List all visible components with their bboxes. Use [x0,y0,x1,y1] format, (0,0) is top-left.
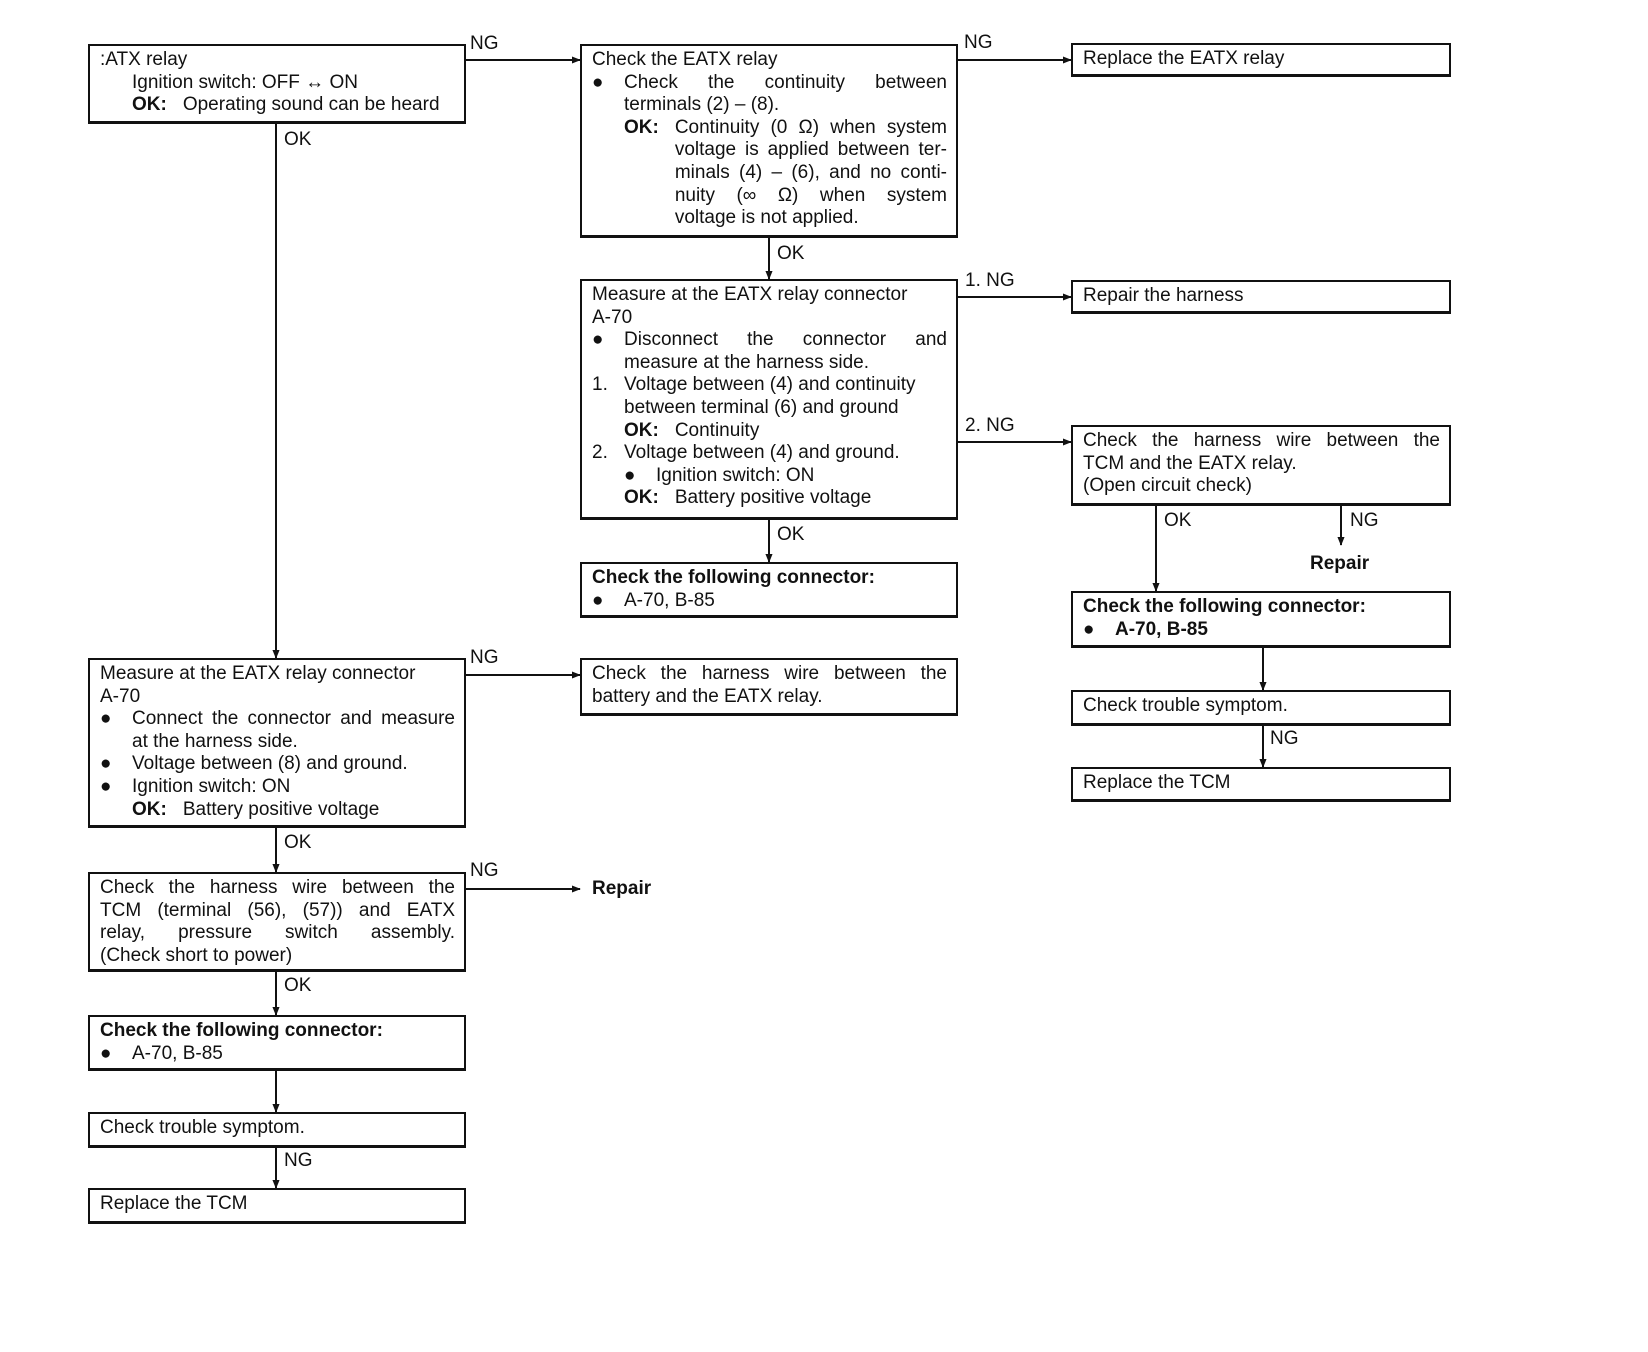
box-ok-line [624,420,947,443]
label-b2-ok: OK [777,243,805,264]
box-line: relay, pressure switch assembly. [100,922,455,944]
box-line: A-70, B-85 [1115,618,1208,640]
label-b4-ng1: 1. NG [965,270,1015,291]
box-bullet-row [100,753,455,776]
box-line: A-70, B-85 [624,589,715,611]
ok-text: Battery positive voltage [182,798,380,820]
box-check-connector-right [1071,591,1451,648]
box-measure-connector-connected [88,658,466,828]
box-line: (Check short to power) [100,944,293,966]
box-ok-line [100,799,455,822]
box-check-harness-tcm-eatx [1071,425,1451,506]
box-ok-line [100,94,455,117]
label-b13-ng: NG [470,860,499,881]
label-b6-repair: Repair [1310,553,1370,574]
bullet-icon: ● [100,1042,112,1064]
box-repair-harness [1071,280,1451,314]
box-title: Check trouble symptom. [1083,695,1288,716]
box-eatx-relay-sound [88,44,466,124]
box-line: measure at the harness side. [624,351,870,373]
box-title: Measure at the EATX relay connector [100,663,416,684]
label-b13-repair: Repair [592,878,652,899]
box-title: Measure at the EATX relay connector [592,284,908,305]
box-check-connector-left [88,1015,466,1071]
box-replace-tcm-left [88,1188,466,1224]
box-check-trouble-symptom-left [88,1112,466,1148]
bullet-icon: ● [592,329,604,351]
box-line: voltage is applied between ter- [674,139,947,161]
box-check-trouble-symptom-right [1071,690,1451,726]
ok-label: OK: [624,419,659,441]
label-b4-ng2: 2. NG [965,415,1015,436]
box-replace-eatx-relay [1071,43,1451,77]
box-title: :ATX relay [100,49,188,70]
box-check-harness-short-to-power [88,872,466,972]
box-title-line2: A-70 [592,306,633,328]
box-title: Replace the TCM [100,1193,248,1214]
box-title: Check the following connector: [100,1020,383,1041]
box-line: at the harness side. [132,730,298,752]
box-line: Check the harness wire between the [100,877,455,898]
box-measure-connector-disconnected [580,279,958,520]
ok-label: OK: [132,94,167,116]
box-bullet-row [100,1043,455,1066]
bullet-icon: ● [100,775,112,797]
box-title: Check the EATX relay [592,49,778,70]
box-line: Ignition switch: OFF ↔ ON [132,71,358,93]
step-number: 1. [592,374,608,396]
box-title: Check the following connector: [1083,596,1366,617]
label-b9-ng: NG [1270,728,1299,749]
ok-text: Battery positive voltage [674,487,872,509]
box-ok-line [624,487,947,510]
box-check-eatx-relay [580,44,958,238]
ok-label: OK: [132,798,167,820]
bullet-icon: ● [592,71,604,93]
label-b6-ng: NG [1350,510,1379,531]
box-line: battery and the EATX relay. [592,685,823,707]
label-b11-ng: NG [470,647,499,668]
box-line: minals (4) – (6), and no conti- [674,161,947,183]
box-line: (Open circuit check) [1083,475,1252,497]
box-line: A-70, B-85 [132,1042,223,1064]
box-line: Disconnect the connector and [624,329,947,351]
ok-label: OK: [624,487,659,509]
label-b2-ng: NG [964,32,993,53]
box-bullet-row [100,708,455,753]
box-line: Check the harness wire between the [592,663,947,684]
box-bullet-row [624,465,947,488]
box-step-1 [592,374,947,442]
box-line: Connect the connector and measure [132,708,455,730]
box-title: Replace the EATX relay [1083,48,1285,69]
box-title-line2: A-70 [100,685,141,707]
box-line: TCM (terminal (56), (57)) and EATX [100,899,455,921]
bullet-icon: ● [100,708,112,730]
box-bullet-row [592,72,947,230]
box-title: Check trouble symptom. [100,1117,305,1138]
bullet-icon: ● [592,589,604,611]
ok-text: Operating sound can be heard [182,94,440,116]
box-check-connector-middle [580,562,958,618]
box-replace-tcm-right [1071,767,1451,802]
box-line: voltage is not applied. [674,207,859,229]
box-line: Continuity (0 Ω) when system [674,116,947,138]
box-line: TCM and the EATX relay. [1083,452,1297,474]
ok-text: Continuity [674,419,760,441]
box-bullet-row [592,329,947,374]
box-ok-block [624,117,947,230]
label-b1-ng: NG [470,33,499,54]
box-line: Check the harness wire between the [1083,430,1440,451]
label-b15-ng: NG [284,1150,313,1171]
box-bullet-row [592,590,947,613]
bullet-icon: ● [624,464,636,486]
box-bullet-row [1083,619,1440,642]
box-line: Check the continuity between [624,71,947,93]
box-line: nuity (∞ Ω) when system [674,184,947,206]
label-b1-ok: OK [284,129,312,150]
label-b13-ok: OK [284,975,312,996]
label-b4-ok: OK [777,524,805,545]
label-b11-ok: OK [284,832,312,853]
box-line: Ignition switch: ON [132,775,291,797]
label-b6-ok: OK [1164,510,1192,531]
box-title: Repair the harness [1083,285,1244,306]
step-number: 2. [592,442,608,464]
ok-label: OK: [624,116,659,138]
bullet-icon: ● [1083,618,1095,640]
box-title: Replace the TCM [1083,772,1231,793]
box-line: Voltage between (8) and ground. [132,753,408,775]
box-line: terminals (2) – (8). [624,94,780,116]
box-title: Check the following connector: [592,567,875,588]
box-line: Voltage between (4) and ground. [624,442,900,464]
box-step-2 [592,442,947,510]
bullet-icon: ● [100,753,112,775]
box-line: Voltage between (4) and continuity [624,374,916,396]
box-line: Ignition switch: ON [656,464,815,486]
box-check-harness-battery-eatx [580,658,958,716]
box-line: between terminal (6) and ground [624,396,899,418]
box-bullet-row [100,776,455,799]
